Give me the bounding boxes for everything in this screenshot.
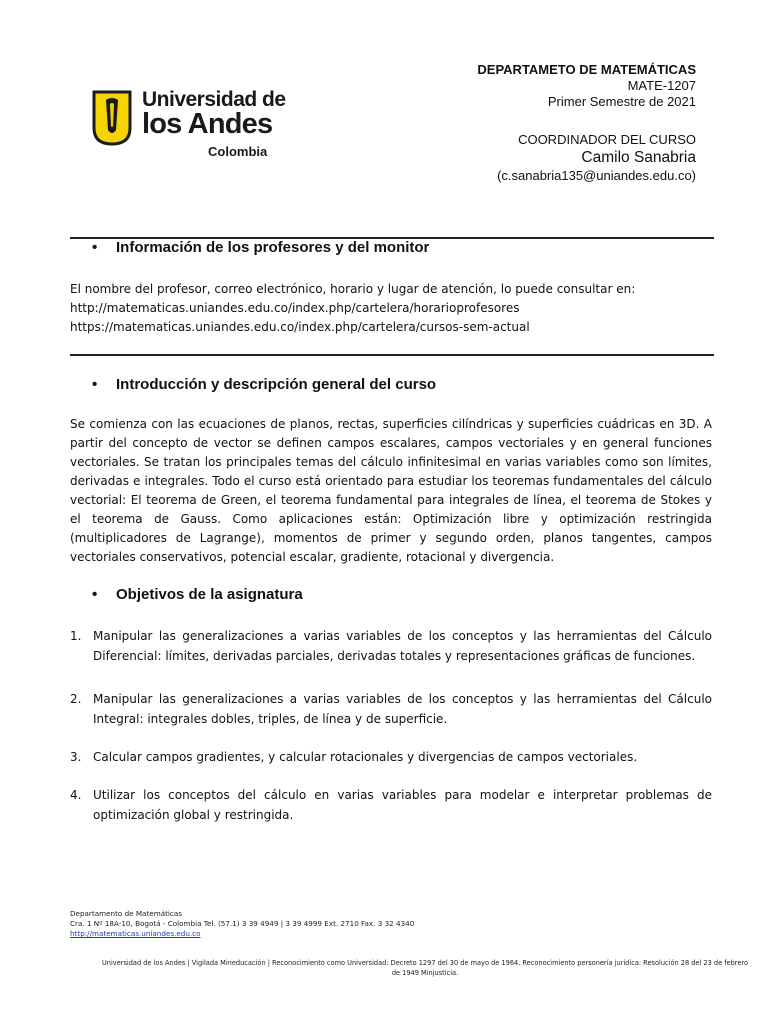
footer-legal: Universidad de los Andes | Vigilada Mineducación | Reconocimiento como Universidad: Decreto 1297 del 30 de mayo de 1964. Reconocimiento personería jurídica: Resolución 28 del 23 de febrero de 1949 Minjusticia.	[101, 959, 749, 977]
logo-shield-icon	[92, 90, 132, 146]
bullet-icon: •	[92, 239, 98, 256]
department-name: DEPARTAMETO DE MATEMÁTICAS	[477, 62, 696, 77]
bullet-icon: •	[92, 586, 98, 603]
objective-number: 3.	[70, 750, 82, 764]
objective-number: 2.	[70, 692, 82, 706]
footer-address: Cra. 1 Nº 18A-10, Bogotá - Colombia Tel. (57.1) 3 39 4949 | 3 39 4999 Ext. 2710 Fax. 3 32 4340	[70, 919, 415, 928]
intro-paragraph: Se comienza con las ecuaciones de planos, rectas, superficies cilíndricas y superficies cuádricas en 3D. A partir del concepto de vector se definen campos escalares, campos vectoriales y en general funciones vectoriales. Se tratan los principales temas del cálculo infinitesimal en varias variables como son límites, derivadas e integrales. Todo el curso está orientado para estudiar los teoremas fundamentales del cálculo vectorial: El teorema de Green, el teorema fundamental para integrales de línea, el teorema de Stokes y el teorema de Gauss. Como aplicaciones están: Optimización libre y optimización restringida (multiplicadores de Lagrange), momentos de primer y segundo orden, planos tangentes, campos vectoriales conservativos, potencial escalar, gradiente, rotacional y divergencia.	[70, 417, 712, 564]
objective-text: Manipular las generalizaciones a varias variables de los conceptos y las herramientas del Cálculo Integral: integrales dobles, triples, de línea y de superficie.	[93, 692, 712, 726]
section-title-text: Información de los profesores y del monitor	[116, 239, 430, 256]
course-code: MATE-1207	[627, 78, 696, 93]
footer-contact	[70, 909, 414, 939]
bullet-icon: •	[92, 376, 98, 393]
logo-text-line2: los Andes	[142, 108, 273, 140]
coordinator-email: (c.sanabria135@uniandes.edu.co)	[497, 168, 696, 183]
coordinator-label: COORDINADOR DEL CURSO	[518, 132, 696, 147]
professors-info	[70, 280, 712, 337]
objective-item	[70, 689, 712, 729]
professors-info-line: El nombre del profesor, correo electrónico, horario y lugar de atención, lo puede consultar en:	[70, 282, 636, 296]
objective-text: Utilizar los conceptos del cálculo en varias variables para modelar e interpretar problemas de optimización global y restringida.	[93, 788, 712, 822]
semester: Primer Semestre de 2021	[547, 94, 696, 109]
section-title-objectives	[92, 586, 303, 603]
objective-number: 1.	[70, 629, 82, 643]
objective-item	[70, 785, 712, 825]
objective-number: 4.	[70, 788, 82, 802]
logo-text-line1: Universidad de	[142, 88, 286, 111]
university-logo	[92, 88, 286, 160]
footer-dept: Departamento de Matemáticas	[70, 909, 183, 918]
section-title-intro	[92, 376, 436, 393]
objective-text: Manipular las generalizaciones a varias variables de los conceptos y las herramientas del Cálculo Diferencial: límites, derivadas parciales, derivadas totales y representaciones gráficas de funciones.	[93, 629, 712, 663]
professors-link-2[interactable]: https://matematicas.uniandes.edu.co/index.php/cartelera/cursos-sem-actual	[70, 320, 530, 334]
document-header	[477, 62, 696, 184]
objective-item	[70, 626, 712, 666]
divider-middle	[70, 354, 714, 356]
logo-text-country: Colombia	[208, 144, 268, 159]
section-title-text: Introducción y descripción general del curso	[116, 376, 437, 393]
coordinator-name: Camilo Sanabria	[581, 149, 696, 166]
objective-item	[70, 747, 712, 767]
section-title-professors	[92, 239, 429, 256]
objective-text: Calcular campos gradientes, y calcular rotacionales y divergencias de campos vectoriales.	[93, 750, 638, 764]
section-title-text: Objetivos de la asignatura	[116, 586, 303, 603]
footer-link[interactable]: http://matematicas.uniandes.edu.co	[70, 929, 201, 938]
professors-link-1[interactable]: http://matematicas.uniandes.edu.co/index.php/cartelera/horarioprofesores	[70, 301, 520, 315]
